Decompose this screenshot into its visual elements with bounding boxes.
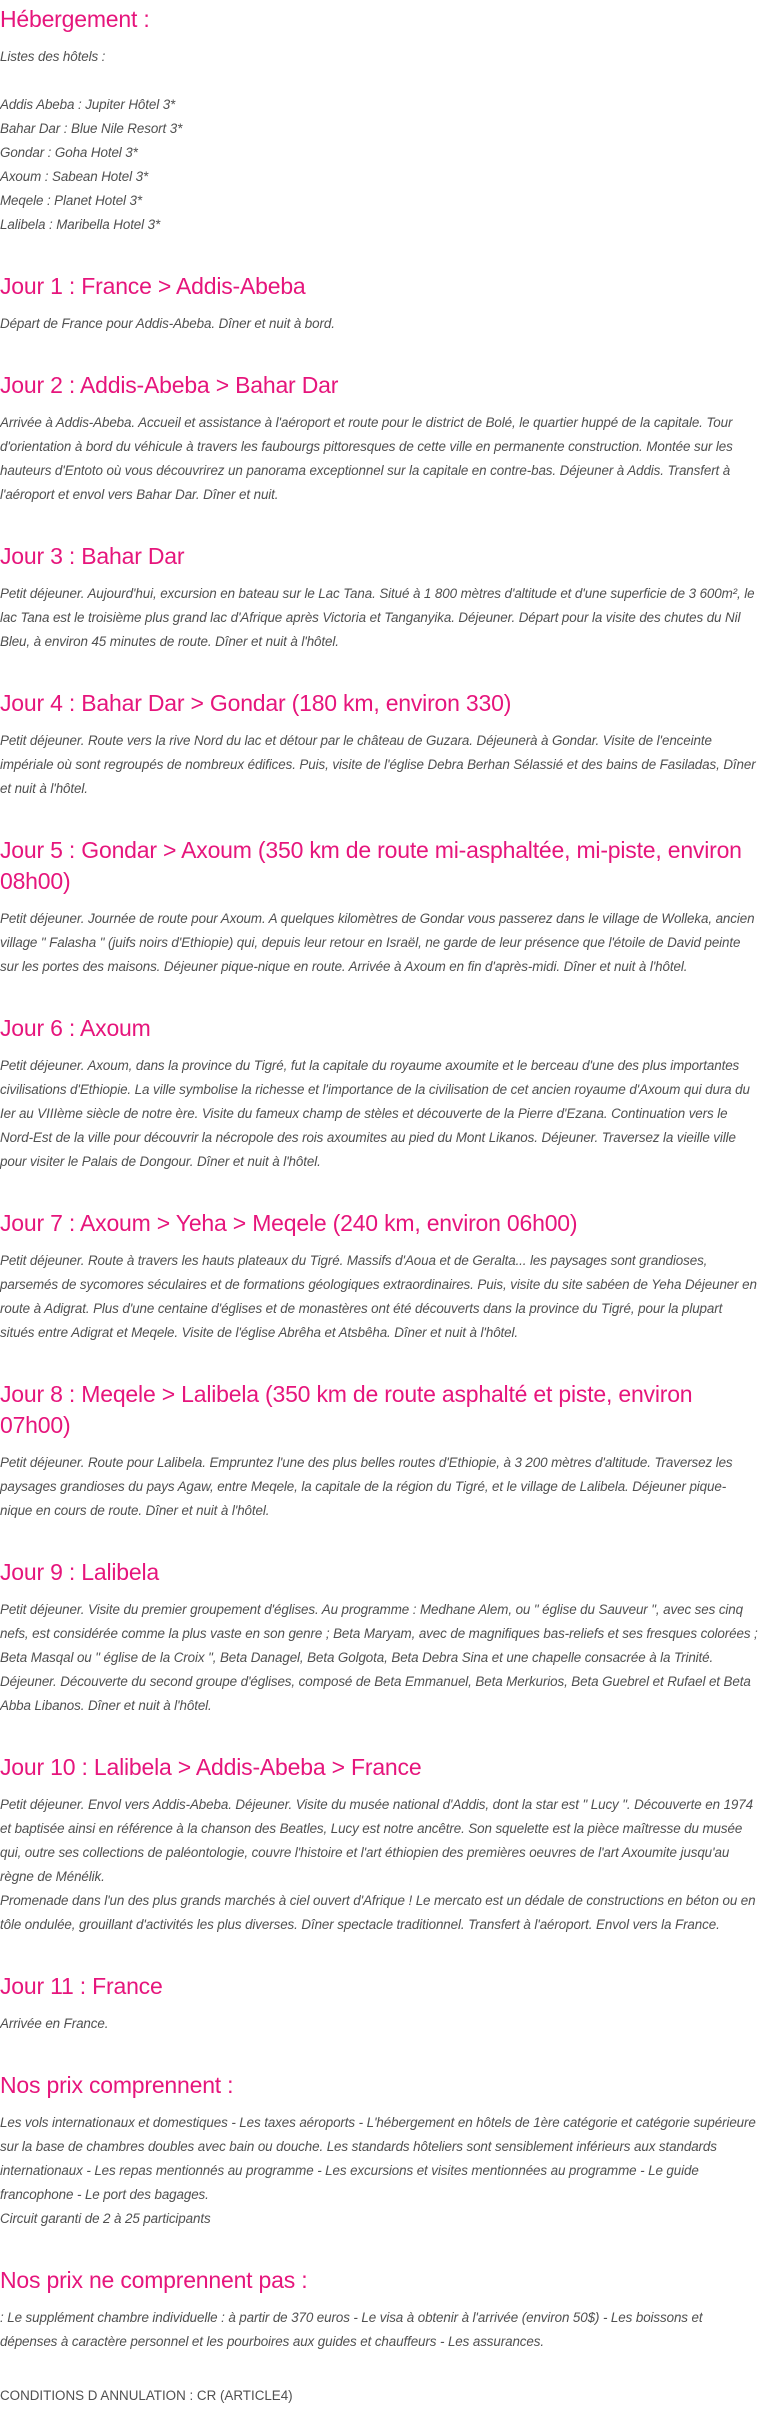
hotel-list-intro: Listes des hôtels : xyxy=(0,49,106,64)
day-section xyxy=(0,541,758,654)
day-title: Jour 8 : Meqele > Lalibela (350 km de route asphalté et piste, environ 07h00) xyxy=(0,1381,693,1438)
day-section xyxy=(0,370,758,507)
day-description: Petit déjeuner. Envol vers Addis-Abeba. Déjeuner. Visite du musée national d'Addis, dont la star est " Lucy ". Découverte en 1974 et baptisée ainsi en référence à la chanson des Beatles, Lucy est notre ancêtre. Son squelette est la pièce maîtresse du musée qui, outre ses collections de paléontologie, couvre l'histoire et l'art éthiopien des premières oeuvres de l'art Axoumite jusqu'au règne de Ménélik. xyxy=(0,1797,753,1884)
day-section xyxy=(0,271,758,336)
day-description: Petit déjeuner. Aujourd'hui, excursion en bateau sur le Lac Tana. Situé à 1 800 mètres d'altitude et d'une superficie de 3 600m², le lac Tana est le troisième plus grand lac d'Afrique après Victoria et Tanganyika. Déjeuner. Départ pour la visite des chutes du Nil Bleu, à environ 45 minutes de route. Dîner et nuit à l'hôtel. xyxy=(0,586,755,649)
day-section xyxy=(0,1557,758,1718)
day-description: Départ de France pour Addis-Abeba. Dîner et nuit à bord. xyxy=(0,316,335,331)
day-section xyxy=(0,1013,758,1174)
day-title: Jour 4 : Bahar Dar > Gondar (180 km, environ 330) xyxy=(0,690,512,716)
day-title: Jour 5 : Gondar > Axoum (350 km de route mi-asphaltée, mi-piste, environ 08h00) xyxy=(0,837,742,894)
conditions-annulation: CONDITIONS D ANNULATION : CR (ARTICLE4) xyxy=(0,2388,293,2403)
hebergement-section xyxy=(0,4,758,237)
day-description: Petit déjeuner. Route vers la rive Nord du lac et détour par le château de Guzara. Déjeunerà à Gondar. Visite de l'enceinte impériale où sont regroupés de nombreux édifices. Puis, visite de l'église Debra Berhan Sélassié et des bains de Fasiladas, Dîner et nuit à l'hôtel. xyxy=(0,733,756,796)
day-section xyxy=(0,1379,758,1523)
circuit-garanti-text: Circuit garanti de 2 à 25 participants xyxy=(0,2211,211,2226)
prix-comprennent-section xyxy=(0,2070,758,2231)
day-description: Petit déjeuner. Visite du premier groupement d'églises. Au programme : Medhane Alem, ou " église du Sauveur ", avec ses cinq nefs, est considérée comme la plus vaste en son genre ; Beta Maryam, avec de magnifiques bas-reliefs et ses fresques colorées ; Beta Masqal ou " église de la Croix ", Beta Danagel, Beta Golgota, Beta Debra Sina et une chapelle consacrée à la Trinité. Déjeuner. Découverte du second groupe d'églises, composé de Beta Emmanuel, Beta Merkurios, Beta Guebrel et Rufael et Beta Abba Libanos. Dîner et nuit à l'hôtel. xyxy=(0,1602,758,1713)
day-description: Arrivée à Addis-Abeba. Accueil et assistance à l'aéroport et route pour le district de Bolé, le quartier huppé de la capitale. Tour d'orientation à bord du véhicule à travers les faubourgs pittoresques de cette ville en permanente construction. Montée sur les hauteurs d'Entoto où vous découvrirez un panorama exceptionnel sur la capitale en contre-bas. Déjeuner à Addis. Transfert à l'aéroport et envol vers Bahar Dar. Dîner et nuit. xyxy=(0,415,733,502)
day-title: Jour 10 : Lalibela > Addis-Abeba > France xyxy=(0,1754,422,1780)
hotel-item: Addis Abeba : Jupiter Hôtel 3* xyxy=(0,97,176,112)
hotel-item: Bahar Dar : Blue Nile Resort 3* xyxy=(0,121,183,136)
hebergement-title: Hébergement : xyxy=(0,6,150,32)
day-section xyxy=(0,1208,758,1345)
day-title: Jour 1 : France > Addis-Abeba xyxy=(0,273,306,299)
day-description: Petit déjeuner. Route à travers les hauts plateaux du Tigré. Massifs d'Aoua et de Geralta... les paysages sont grandioses, parsemés de sycomores séculaires et de formations géologiques extraordinaires. Puis, visite du site sabéen de Yeha Déjeuner en route à Adigrat. Plus d'une centaine d'églises et de monastères ont été découverts dans la province du Tigré, pour la plupart situés entre Adigrat et Meqele. Visite de l'église Abrêha et Atsbêha. Dîner et nuit à l'hôtel. xyxy=(0,1253,757,1340)
day-title: Jour 7 : Axoum > Yeha > Meqele (240 km, environ 06h00) xyxy=(0,1210,578,1236)
day-title: Jour 6 : Axoum xyxy=(0,1015,151,1041)
prix-ne-comprennent-title: Nos prix ne comprennent pas : xyxy=(0,2267,308,2293)
day-description-continued: Promenade dans l'un des plus grands marchés à ciel ouvert d'Afrique ! Le mercato est un dédale de constructions en béton ou en tôle ondulée, grouillant d'activités les plus diverses. Dîner spectacle traditionnel. Transfert à l'aéroport. Envol vers la France. xyxy=(0,1893,756,1932)
hotel-item: Gondar : Goha Hotel 3* xyxy=(0,145,138,160)
hotel-item: Meqele : Planet Hotel 3* xyxy=(0,193,143,208)
hotel-list xyxy=(0,93,758,237)
day-title: Jour 3 : Bahar Dar xyxy=(0,543,185,569)
day-title: Jour 2 : Addis-Abeba > Bahar Dar xyxy=(0,372,339,398)
day-description: Petit déjeuner. Route pour Lalibela. Empruntez l'une des plus belles routes d'Ethiopie, à 3 200 mètres d'altitude. Traversez les paysages grandioses du pays Agaw, entre Meqele, la capitale de la région du Tigré, et le village de Lalibela. Déjeuner pique-nique en cours de route. Dîner et nuit à l'hôtel. xyxy=(0,1455,733,1518)
prix-comprennent-text: Les vols internationaux et domestiques - Les taxes aéroports - L'hébergement en hôtels de 1ère catégorie et catégorie supérieure sur la base de chambres doubles avec bain ou douche. Les standards hôteliers sont sensiblement inférieurs aux standards internationaux - Les repas mentionnés au programme - Les excursions et visites mentionnées au programme - Le guide francophone - Le port des bagages. xyxy=(0,2115,756,2202)
day-description: Arrivée en France. xyxy=(0,2016,109,2031)
prix-ne-comprennent-section xyxy=(0,2265,758,2354)
day-description: Petit déjeuner. Axoum, dans la province du Tigré, fut la capitale du royaume axoumite et le berceau d'une des plus importantes civilisations d'Ethiopie. La ville symbolise la richesse et l'importance de la civilisation de cet ancien royaume d'Axoum qui dura du Ier au VIIIème siècle de notre ère. Visite du fameux champ de stèles et découverte de la Pierre d'Ezana. Continuation vers le Nord-Est de la ville pour découvrir la nécropole des rois axoumites au pied du Mont Likanos. Déjeuner. Traversez la vieille ville pour visiter le Palais de Dongour. Dîner et nuit à l'hôtel. xyxy=(0,1058,750,1169)
day-description: Petit déjeuner. Journée de route pour Axoum. A quelques kilomètres de Gondar vous passerez dans le village de Wolleka, ancien village " Falasha " (juifs noirs d'Ethiopie) qui, depuis leur retour en Israël, ne garde de leur présence que l'étoile de David peinte sur les portes des maisons. Déjeuner pique-nique en route. Arrivée à Axoum en fin d'après-midi. Dîner et nuit à l'hôtel. xyxy=(0,911,755,974)
day-title: Jour 11 : France xyxy=(0,1973,163,1999)
prix-comprennent-title: Nos prix comprennent : xyxy=(0,2072,234,2098)
day-section xyxy=(0,835,758,979)
hotel-item: Axoum : Sabean Hotel 3* xyxy=(0,169,149,184)
day-section xyxy=(0,1752,758,1937)
day-title: Jour 9 : Lalibela xyxy=(0,1559,159,1585)
day-section xyxy=(0,688,758,801)
prix-ne-comprennent-text: : Le supplément chambre individuelle : à partir de 370 euros - Le visa à obtenir à l'arrivée (environ 50$) - Les boissons et dépenses à caractère personnel et les pourboires aux guides et chauffeurs - Les assurances. xyxy=(0,2310,703,2349)
day-section xyxy=(0,1971,758,2036)
hotel-item: Lalibela : Maribella Hotel 3* xyxy=(0,217,161,232)
